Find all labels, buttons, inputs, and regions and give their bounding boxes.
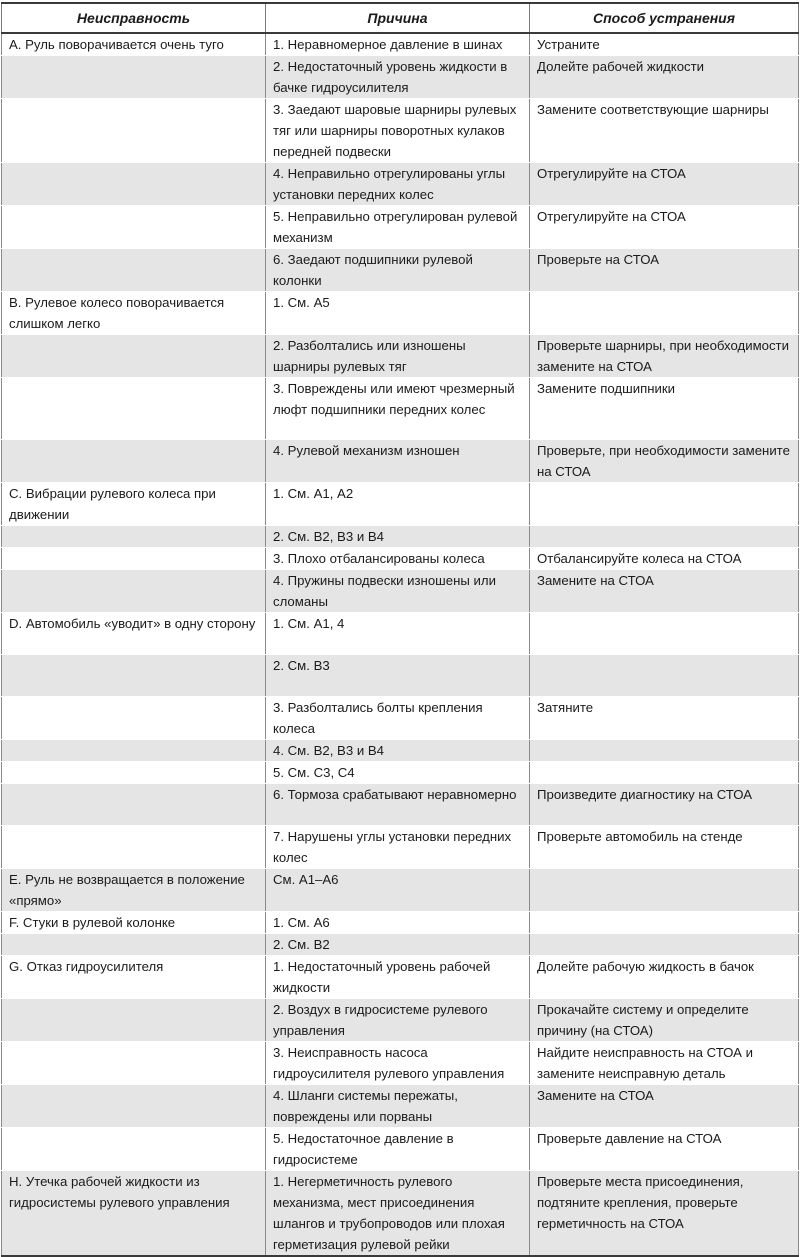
- fault-cell: [2, 526, 266, 548]
- table-row: [2, 56, 799, 99]
- fix-cell: Отрегулируйте на СТОА: [530, 163, 799, 206]
- table-row: [2, 378, 799, 440]
- table-row: [2, 292, 799, 335]
- cause-cell: 3. Плохо отбалансированы колеса: [266, 548, 530, 570]
- fix-cell: Замените на СТОА: [530, 1085, 799, 1128]
- fault-cell: [2, 99, 266, 163]
- cause-cell: 3. Разболтались болты крепления колеса: [266, 697, 530, 740]
- table-row: [2, 869, 799, 912]
- cause-cell: 1. Неравномерное давление в шинах: [266, 33, 530, 56]
- fault-cell: H. Утечка рабочей жидкости из гидросистемы рулевого управления: [2, 1171, 266, 1257]
- table-row: [2, 1042, 799, 1085]
- table-row: [2, 206, 799, 249]
- cause-cell: 6. Заедают подшипники рулевой колонки: [266, 249, 530, 292]
- fix-cell: [530, 762, 799, 784]
- fix-cell: Отрегулируйте на СТОА: [530, 206, 799, 249]
- cause-cell: 5. Неправильно отрегулирован рулевой механизм: [266, 206, 530, 249]
- fault-cell: [2, 934, 266, 956]
- fix-cell: [530, 934, 799, 956]
- cause-cell: 3. Заедают шаровые шарниры рулевых тяг или шарниры поворотных кулаков передней подвески: [266, 99, 530, 163]
- table-row: [2, 826, 799, 869]
- fault-cell: [2, 1085, 266, 1128]
- table-row: [2, 1085, 799, 1128]
- table-row: [2, 655, 799, 697]
- fault-cell: [2, 1128, 266, 1171]
- cause-cell: 1. См. А5: [266, 292, 530, 335]
- header-fault: Неисправность: [2, 3, 266, 33]
- cause-cell: 4. Рулевой механизм изношен: [266, 440, 530, 483]
- fix-cell: [530, 655, 799, 697]
- table-row: [2, 440, 799, 483]
- fix-cell: [530, 526, 799, 548]
- fault-cell: B. Рулевое колесо поворачивается слишком легко: [2, 292, 266, 335]
- fix-cell: Устраните: [530, 33, 799, 56]
- table-row: [2, 570, 799, 613]
- fault-cell: [2, 1042, 266, 1085]
- fix-cell: [530, 292, 799, 335]
- table-row: [2, 99, 799, 163]
- fault-cell: [2, 548, 266, 570]
- fix-cell: [530, 869, 799, 912]
- fix-cell: Проверьте шарниры, при необходимости замените на СТОА: [530, 335, 799, 378]
- fix-cell: Замените соответствующие шарниры: [530, 99, 799, 163]
- table-header: [2, 3, 799, 33]
- fix-cell: Замените на СТОА: [530, 570, 799, 613]
- fix-cell: Затяните: [530, 697, 799, 740]
- fault-cell: [2, 999, 266, 1042]
- cause-cell: 1. Негерметичность рулевого механизма, мест присоединения шлангов и трубопроводов или плохая герметизация рулевой рейки: [266, 1171, 530, 1257]
- fix-cell: [530, 613, 799, 655]
- fault-cell: А. Руль поворачивается очень туго: [2, 33, 266, 56]
- fault-cell: C. Вибрации рулевого колеса при движении: [2, 483, 266, 526]
- table-row: [2, 912, 799, 934]
- cause-cell: 2. См. В2: [266, 934, 530, 956]
- fault-table: [1, 2, 799, 1257]
- fault-cell: [2, 378, 266, 440]
- fault-cell: [2, 570, 266, 613]
- header-cause: Причина: [266, 3, 530, 33]
- table-row: [2, 335, 799, 378]
- fix-cell: [530, 483, 799, 526]
- fault-cell: [2, 826, 266, 869]
- fix-cell: Произведите диагностику на СТОА: [530, 784, 799, 826]
- cause-cell: 7. Нарушены углы установки передних колес: [266, 826, 530, 869]
- cause-cell: 4. Пружины подвески изношены или сломаны: [266, 570, 530, 613]
- cause-cell: 4. Неправильно отрегулированы углы установки передних колес: [266, 163, 530, 206]
- cause-cell: 2. Воздух в гидросистеме рулевого управления: [266, 999, 530, 1042]
- fix-cell: Отбалансируйте колеса на СТОА: [530, 548, 799, 570]
- fault-cell: [2, 440, 266, 483]
- cause-cell: 5. Недостаточное давление в гидросистеме: [266, 1128, 530, 1171]
- table-row: [2, 548, 799, 570]
- fix-cell: Замените подшипники: [530, 378, 799, 440]
- cause-cell: 4. См. В2, В3 и В4: [266, 740, 530, 762]
- fault-cell: D. Автомобиль «уводит» в одну сторону: [2, 613, 266, 655]
- cause-cell: 2. Недостаточный уровень жидкости в бачке гидроусилителя: [266, 56, 530, 99]
- cause-cell: 3. Повреждены или имеют чрезмерный люфт подшипники передних колес: [266, 378, 530, 440]
- table-row: [2, 1128, 799, 1171]
- table-row: [2, 1171, 799, 1257]
- fix-cell: Проверьте места присоединения, подтяните крепления, проверьте герметичность на СТОА: [530, 1171, 799, 1257]
- header-fix: Способ устранения: [530, 3, 799, 33]
- table-row: [2, 740, 799, 762]
- cause-cell: 1. См. А1, А2: [266, 483, 530, 526]
- fix-cell: Найдите неисправность на СТОА и замените неисправную деталь: [530, 1042, 799, 1085]
- cause-cell: 3. Неисправность насоса гидроусилителя рулевого управления: [266, 1042, 530, 1085]
- table-row: [2, 784, 799, 826]
- fix-cell: Долейте рабочей жидкости: [530, 56, 799, 99]
- fix-cell: [530, 740, 799, 762]
- table-row: [2, 526, 799, 548]
- fault-cell: [2, 784, 266, 826]
- table-row: [2, 697, 799, 740]
- fault-cell: F. Стуки в рулевой колонке: [2, 912, 266, 934]
- cause-cell: 6. Тормоза срабатывают неравномерно: [266, 784, 530, 826]
- cause-cell: 1. Недостаточный уровень рабочей жидкости: [266, 956, 530, 999]
- fault-cell: [2, 163, 266, 206]
- fix-cell: Проверьте на СТОА: [530, 249, 799, 292]
- cause-cell: 2. См. В3: [266, 655, 530, 697]
- table-row: [2, 483, 799, 526]
- fault-cell: [2, 740, 266, 762]
- table-row: [2, 762, 799, 784]
- fault-cell: G. Отказ гидроусилителя: [2, 956, 266, 999]
- table-row: [2, 249, 799, 292]
- table-row: [2, 999, 799, 1042]
- fault-cell: E. Руль не возвращается в положение «прямо»: [2, 869, 266, 912]
- table-row: [2, 934, 799, 956]
- table-row: [2, 956, 799, 999]
- fault-cell: [2, 206, 266, 249]
- cause-cell: См. А1–А6: [266, 869, 530, 912]
- cause-cell: 2. Разболтались или изношены шарниры рулевых тяг: [266, 335, 530, 378]
- table-row: [2, 163, 799, 206]
- cause-cell: 4. Шланги системы пережаты, повреждены или порваны: [266, 1085, 530, 1128]
- fix-cell: Долейте рабочую жидкость в бачок: [530, 956, 799, 999]
- fault-cell: [2, 56, 266, 99]
- fault-cell: [2, 335, 266, 378]
- fix-cell: Проверьте, при необходимости замените на СТОА: [530, 440, 799, 483]
- fix-cell: Прокачайте систему и определите причину (на СТОА): [530, 999, 799, 1042]
- table-row: [2, 613, 799, 655]
- table-row: [2, 33, 799, 56]
- fix-cell: [530, 912, 799, 934]
- fault-cell: [2, 762, 266, 784]
- fault-cell: [2, 249, 266, 292]
- fault-cell: [2, 655, 266, 697]
- cause-cell: 1. См. А6: [266, 912, 530, 934]
- fix-cell: Проверьте автомобиль на стенде: [530, 826, 799, 869]
- fault-cell: [2, 697, 266, 740]
- cause-cell: 1. См. А1, 4: [266, 613, 530, 655]
- cause-cell: 5. См. С3, С4: [266, 762, 530, 784]
- cause-cell: 2. См. В2, В3 и В4: [266, 526, 530, 548]
- fix-cell: Проверьте давление на СТОА: [530, 1128, 799, 1171]
